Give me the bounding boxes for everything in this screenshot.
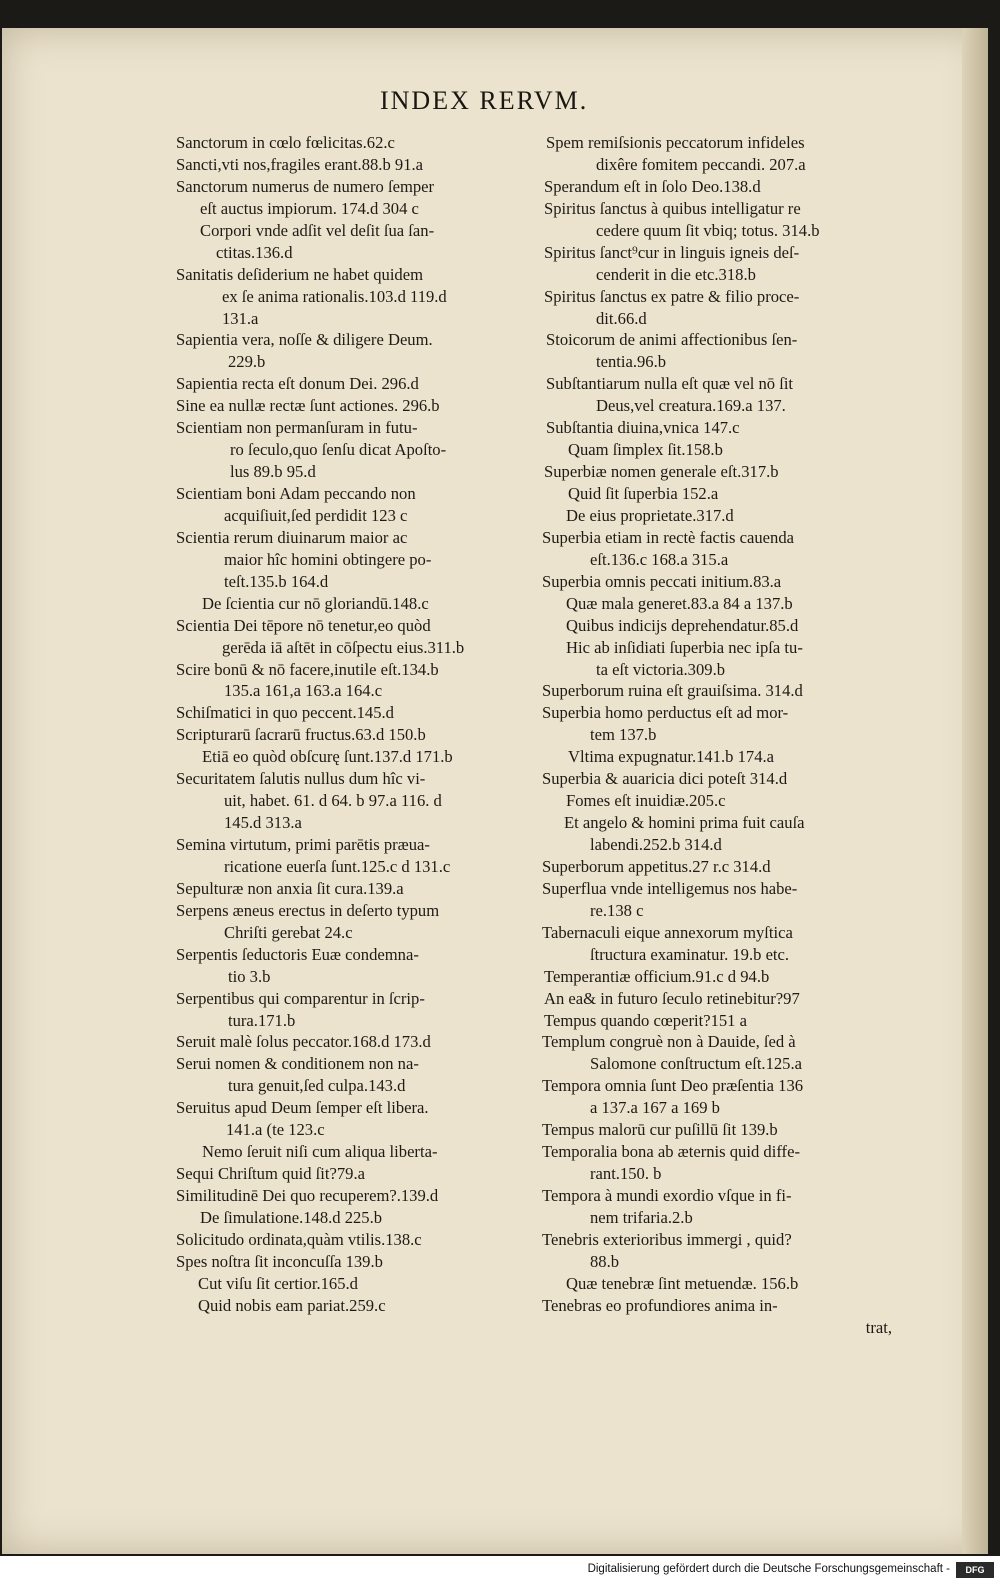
index-entry-line: Superflua vnde intelligemus nos habe- <box>542 878 798 898</box>
index-entry-line: Scientiam boni Adam peccando non <box>176 484 416 503</box>
index-entry-line: Scientia Dei tēpore nō tenetur,eo quòd <box>176 615 431 635</box>
index-entry-line: 131.a <box>222 308 259 328</box>
index-entry-line: Subſtantiarum nulla eſt quæ vel nō ſit <box>546 374 794 394</box>
index-entry-line: Spiritus ſanct⁹cur in linguis igneis deſ- <box>544 242 800 262</box>
index-entry-line: Sperandum eſt in ſolo Deo.138.d <box>544 176 761 196</box>
index-entry-line: Tenebras eo profundiores anima in- <box>542 1295 778 1315</box>
index-entry-line: Corpori vnde adſit vel deſit ſua ſan- <box>200 220 435 240</box>
index-entry-line: gerēda iā aſtēt in cōſpectu eius.311.b <box>222 637 465 657</box>
index-entry-line: Cut viſu ſit certior.165.d <box>198 1273 358 1293</box>
index-entry-line: Sancti,vti nos,fragiles erant.88.b 91.a <box>176 154 424 174</box>
index-entry-line: Spiritus ſanctus à quibus intelligatur re <box>544 198 801 218</box>
index-entry-line: Tempora omnia ſunt Deo præſentia 136 <box>542 1076 804 1096</box>
index-entry-line: ro ſeculo,quo ſenſu dicat Apoſto- <box>230 440 447 460</box>
index-entry-line: Similitudinē Dei quo recuperem?.139.d <box>176 1186 439 1205</box>
funding-notice: Digitalisierung gefördert durch die Deutsche Forschungsgemeinschaft - <box>587 1563 950 1575</box>
index-entry-line: Superbia & auaricia dici poteſt 314.d <box>542 769 788 789</box>
index-entry-line: a 137.a 167 a 169 b <box>590 1098 720 1118</box>
index-entry-line: Sequi Chriſtum quid ſit?79.a <box>176 1164 365 1184</box>
index-entry-line: Schiſmatici in quo peccent.145.d <box>176 703 394 723</box>
index-entry-line: Spes noſtra ſit inconcuſſa 139.b <box>176 1251 383 1271</box>
index-entry-line: tio 3.b <box>228 966 271 986</box>
index-entry-line: tura genuit,ſed culpa.143.d <box>228 1076 406 1096</box>
index-entry-line: Nemo ſeruit niſi cum aliqua liberta- <box>202 1142 438 1162</box>
index-entry-line: Fomes eſt inuidiæ.205.c <box>566 791 726 811</box>
index-entry-line: Temporalia bona ab æternis quid diffe- <box>542 1142 800 1162</box>
index-entry-line: Quæ mala generet.83.a 84 a 137.b <box>566 593 793 613</box>
index-entry-line: Subſtantia diuina,vnica 147.c <box>546 418 740 438</box>
index-entry-line: lus 89.b 95.d <box>230 462 316 482</box>
index-entry-line: tem 137.b <box>590 725 657 745</box>
index-entry-line: Stoicorum de animi affectionibus ſen- <box>546 330 798 350</box>
index-entry-line: Deus,vel creatura.169.a 137. <box>596 396 786 416</box>
index-entry-line: Et angelo & homini prima fuit cauſa <box>564 813 805 833</box>
index-entry-line: De eius proprietate.317.d <box>566 505 734 525</box>
index-entry-line: Sanitatis deſiderium ne habet quidem <box>176 264 424 284</box>
index-entry-line: rant.150. b <box>590 1164 662 1184</box>
index-entry-line: dit.66.d <box>596 308 647 328</box>
index-entry-line: maior hîc homini obtingere po- <box>224 549 432 569</box>
index-entry-line: Superbia omnis peccati initium.83.a <box>542 571 782 591</box>
index-entry-line: Securitatem ſalutis nullus dum hîc vi- <box>176 769 426 789</box>
index-entry-line: Serpentibus qui comparentur in ſcrip- <box>176 988 425 1008</box>
dfg-logo-icon: DFG <box>956 1562 994 1578</box>
left-column <box>176 132 532 1317</box>
index-entry-line: Sanctorum numerus de numero ſemper <box>176 176 435 196</box>
index-entry-line: 88.b <box>590 1251 620 1271</box>
index-entry-line: Serui nomen & conditionem non na- <box>176 1054 419 1074</box>
index-entry-line: teſt.135.b 164.d <box>224 571 329 591</box>
index-entry-line: Tempora à mundi exordio vſque in fi- <box>542 1186 792 1205</box>
index-entry-line: eſt auctus impiorum. 174.d 304 c <box>200 198 419 218</box>
page-header: INDEX RERVM. <box>380 86 589 115</box>
index-entry-line: Seruit malè ſolus peccator.168.d 173.d <box>176 1032 431 1052</box>
index-entry-line: Sapientia vera, noſſe & diligere Deum. <box>176 330 433 350</box>
index-entry-line: 135.a 161,a 163.a 164.c <box>224 681 383 701</box>
index-entry-line: Sanctorum in cœlo fœlicitas.62.c <box>176 133 395 152</box>
index-entry-line: dixêre fomitem peccandi. 207.a <box>596 154 806 174</box>
index-entry-line: Tenebris exterioribus immergi , quid? <box>542 1229 792 1249</box>
index-entry-line: ex ſe anima rationalis.103.d 119.d <box>222 286 447 306</box>
index-entry-line: Scientiam non permanſuram in futu- <box>176 418 418 438</box>
index-entry-line: Serpentis ſeductoris Euæ condemna- <box>176 944 419 964</box>
index-entry-line: Sine ea nullæ rectæ ſunt actiones. 296.b <box>176 396 440 416</box>
index-entry-line: trat, <box>865 1317 892 1337</box>
index-entry-line: Vltima expugnatur.141.b 174.a <box>568 747 775 767</box>
index-entry-line: Salomone conſtructum eſt.125.a <box>590 1054 802 1074</box>
index-entry-line: Scientia rerum diuinarum maior ac <box>176 527 408 547</box>
index-entry-line: Superbiæ nomen generale eſt.317.b <box>544 462 779 482</box>
footer-bar <box>0 1556 1000 1591</box>
index-entry-line: cenderit in die etc.318.b <box>596 264 756 284</box>
index-entry-line: ta eſt victoria.309.b <box>596 659 726 679</box>
index-entry-line: Quam ſimplex ſit.158.b <box>568 440 723 460</box>
index-entry-line: Seruitus apud Deum ſemper eſt libera. <box>176 1098 429 1118</box>
index-entry-line: acquiſiuit,ſed perdidit 123 c <box>224 505 408 525</box>
index-entry-line: re.138 c <box>590 900 644 920</box>
index-entry-line: Superborum ruina eſt grauiſsima. 314.d <box>542 681 803 701</box>
index-entry-line: Spiritus ſanctus ex patre & filio proce- <box>544 286 800 306</box>
index-entry-line: Scripturarū ſacrarū fructus.63.d 150.b <box>176 725 426 745</box>
index-entry-line: Quæ tenebræ ſint metuendæ. 156.b <box>566 1273 799 1293</box>
index-entry-line: eſt.136.c 168.a 315.a <box>590 549 729 569</box>
index-entry-line: Hic ab inſidiati ſuperbia nec ipſa tu- <box>566 637 803 657</box>
index-entry-line: Superborum appetitus.27 r.c 314.d <box>542 856 771 876</box>
index-entry-line: Templum congruè non à Dauide, ſed à <box>542 1032 796 1052</box>
index-entry-line: cedere quum ſit vbiq; totus. 314.b <box>596 220 820 240</box>
index-entry-line: An ea& in futuro ſeculo retinebitur?97 <box>544 988 800 1008</box>
index-entry-line: nem trifaria.2.b <box>590 1207 693 1227</box>
index-entry-line: De ſimulatione.148.d 225.b <box>200 1207 383 1227</box>
index-entry-line: 145.d 313.a <box>224 813 302 833</box>
index-entry-line: Tabernaculi eique annexorum myſtica <box>542 922 793 942</box>
index-entry-line: ſtructura examinatur. 19.b etc. <box>590 944 790 964</box>
index-entry-line: Temperantiæ officium.91.c d 94.b <box>544 966 770 986</box>
index-entry-line: Etiā eo quòd obſcurę ſunt.137.d 171.b <box>202 747 453 767</box>
right-column <box>542 132 892 1339</box>
index-entry-line: De ſcientia cur nō gloriandū.148.c <box>202 593 429 613</box>
index-entry-line: Spem remiſsionis peccatorum infideles <box>546 133 805 152</box>
index-entry-line: Superbia etiam in rectè factis cauenda <box>542 527 795 547</box>
index-entry-line: Chriſti gerebat 24.c <box>224 922 353 942</box>
index-entry-line: Quid nobis eam pariat.259.c <box>198 1295 386 1315</box>
index-entry-line: Solicitudo ordinata,quàm vtilis.138.c <box>176 1229 422 1249</box>
index-entry-line: Tempus quando cœperit?151 a <box>544 1010 747 1030</box>
index-entry-line: Quibus indicijs deprehendatur.85.d <box>566 615 799 635</box>
index-entry-line: Scire bonū & nō facere,inutile eſt.134.b <box>176 659 439 679</box>
index-entry-line: Semina virtutum, primi parētis præua- <box>176 835 430 854</box>
index-entry-line: Quid ſit ſuperbia 152.a <box>568 484 719 503</box>
index-entry-line: ricatione euerſa ſunt.125.c d 131.c <box>224 856 451 876</box>
index-entry-line: 141.a (te 123.c <box>226 1120 325 1140</box>
index-entry-line: Tempus malorū cur puſillū ſit 139.b <box>542 1120 778 1140</box>
index-entry-line: tura.171.b <box>228 1010 296 1030</box>
index-entry-line: uit, habet. 61. d 64. b 97.a 116. d <box>224 791 442 811</box>
index-entry-line: ctitas.136.d <box>216 242 293 262</box>
index-entry-line: labendi.252.b 314.d <box>590 835 722 854</box>
index-entry-line: 229.b <box>228 352 266 372</box>
index-entry-line: tentia.96.b <box>596 352 667 372</box>
index-entry-line: Sepulturæ non anxia ſit cura.139.a <box>176 878 404 898</box>
page-edge <box>962 28 988 1554</box>
index-entry-line: Serpens æneus erectus in deſerto typum <box>176 900 440 920</box>
index-entry-line: Sapientia recta eſt donum Dei. 296.d <box>176 374 419 394</box>
index-entry-line: Superbia homo perductus eſt ad mor- <box>542 703 789 723</box>
